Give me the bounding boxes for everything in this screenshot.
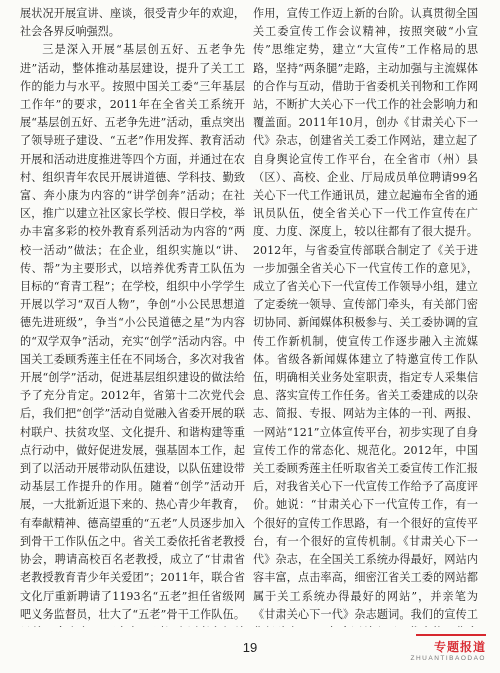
paragraph: 展状况开展宣讲、座谈，很受青少年的欢迎，社会各界反响强烈。 xyxy=(20,7,245,39)
brand-title: 专题报道 xyxy=(433,640,486,654)
paragraph: 三是深入开展“基层创五好、五老争先进”活动，整体推动基层建设，提升了关工工作的能力与水平。按照中国关工委“三年基层工作年”的要求，2011年在全省关工系统开展“基层创五好、五老争先进”活动，重点突出了领导班子建设、“五老”作用发挥、教育活动开展和活动进度推进等四个方面，并通过在农村、组织青年农民开展讲道德、学科技、勤致富、奔小康为内容的“讲学创奔”活动；在社区，推广以建立社区家长学校、假日学校，举办丰富多彩的校外教育系列活动为内容的“两校一活动”做法；在企业，组织实施以“讲、传、帮”为主要形式，以培养优秀青工队伍为目标的“育青工程”；在学校，组织中小学学生开展以学习“双百人物”，争创“小公民思想道德先进班级”，争当“小公民道德之星”为内容的“双学双争”活动，充实“创学”活动内容。中国关工委顾秀莲主任在不同场合，多次对我省开展“创学”活动，促进基层组织建设的做法给予了充分肯定。2012年，省第十二次党代会后，我们把“创学”活动自觉融入省委开展的联村联户、扶贫攻坚、文化提升、和谐构建等重点行动中，做好促进发展，强基固本工作，起到了以活动开展带动队伍建设，以队伍建设带动基层工作提升的作用。随着“创学”活动开展，一大批新近退下来的、热心青少年教育，有奉献精神、德高望重的“五老”人员逐步加入到骨干工作队伍之中。省关工委依托省老教授协会，聘请高校百名老教授，成立了“甘肃省老教授教育青少年关爱团”；2011年，联合省文化厅重新聘请了1193名“五老”担任省级网吧义务监督员，壮大了“五老”骨干工作队伍。 xyxy=(20,43,245,621)
page-number: 19 xyxy=(242,640,258,655)
brand-pinyin: ZHUANTIBAODAO xyxy=(410,655,486,662)
left-column xyxy=(20,5,245,627)
right-column xyxy=(253,5,478,627)
paragraph: 作用，宣传工作迈上新的台阶。认真贯彻全国关工委宣传工作会议精神，按照突破“小宣传”思维定势，建立“大宣传”工作格局的思路，坚持“两条腿”走路，主动加强与主流媒体的合作与互动，借助于省委机关刊物和工作网站，不断扩大关心下一代工作的社会影响力和覆盖面。2011年10月，创办《甘肃关心下一代》杂志，创建省关工委工作网站，建立起了自身舆论宣传工作平台，在全省市（州）县（区）、高校、企业、厅局成员单位聘请99名关心下一代工作通讯员，建立起遍布全省的通讯员队伍，使全省关心下一代工作宣传在广度、力度、深度上，较以往都有了很大提升。2012年，与省委宣传部联合制定了《关于进一步加强全省关心下一代宣传工作的意见》，成立了省关心下一代宣传工作领导小组，建立了定委统一领导、宣传部门牵头，有关部门密切协同、新闻媒体积极参与、关工委协调的宣传工作新机制，使宣传工作逐步融入主流媒体。省级各新闻媒体建立了特邀宣传工作队伍，明确相关业务处室职责，指定专人采集信息、落实宣传工作任务。省关工委建成的以杂志、简报、专报、网站为主体的一刊、两报、一网站“121”立体宣传平台，初步实现了自身宣传工作的常态化、规范化。2012年，中国关工委顾秀莲主任听取省关工委宣传工作汇报后，对我省关心下一代宣传工作给予了高度评价。她说：“甘肃关心下一代宣传工作，有一个很好的宣传工作思路，有一个很好的宣传平台，有一个很好的宣传机制。《甘肃关心下一代》杂志，在全国关工系统办得最好，网站内容丰富，点击率高，细密江省关工委的网站都属于关工系统办得最好的网站”，并亲笔为《甘肃关心下一代》杂志题词。我们的宣传工 xyxy=(253,7,478,621)
section-brand xyxy=(376,638,486,662)
brand-accent-bar xyxy=(416,634,486,636)
